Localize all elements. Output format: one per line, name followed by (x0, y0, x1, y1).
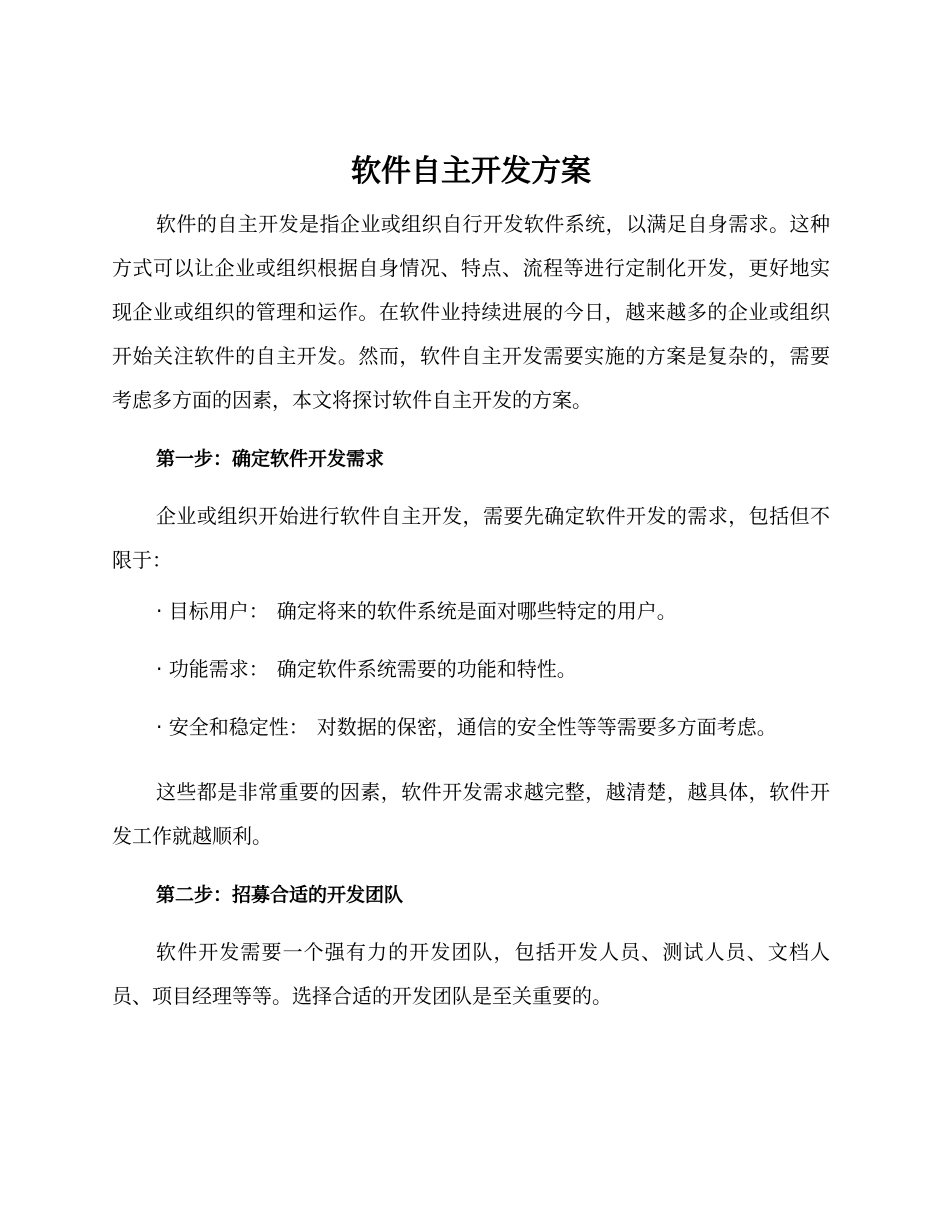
step1-heading: 第一步：确定软件开发需求 (156, 448, 385, 470)
list-item (156, 596, 830, 626)
list-item-label: · 功能需求： (156, 657, 269, 681)
list-item-text: 确定软件系统需要的功能和特性。 (276, 657, 577, 681)
step2-heading: 第二步：招募合适的开发团队 (156, 884, 404, 906)
list-item (156, 712, 830, 742)
step1-paragraph: 企业或组织开始进行软件自主开发，需要先确定软件开发的需求，包括但不限于： (112, 504, 830, 572)
list-item-text: 对数据的保密，通信的安全性等等需要多方面考虑。 (316, 715, 777, 739)
step2-paragraph: 软件开发需要一个强有力的开发团队，包括开发人员、测试人员、文档人员、项目经理等等。选择合适的开发团队是至关重要的。 (112, 940, 830, 1008)
list-item-label: · 目标用户： (156, 599, 269, 623)
list-item-label: · 安全和稳定性： (156, 715, 309, 739)
document-page (112, 150, 830, 1018)
step1-conclusion: 这些都是非常重要的因素，软件开发需求越完整，越清楚，越具体，软件开发工作就越顺利。 (112, 780, 830, 848)
intro-paragraph: 软件的自主开发是指企业或组织自行开发软件系统，以满足自身需求。这种方式可以让企业或组织根据自身情况、特点、流程等进行定制化开发，更好地实现企业或组织的管理和运作。在软件业持续进展的今日，越来越多的企业或组织开始关注软件的自主开发。然而，软件自主开发需要实施的方案是复杂的，需要考虑多方面的因素，本文将探讨软件自主开发的方案。 (112, 212, 830, 412)
requirements-list (156, 596, 830, 742)
document-title: 软件自主开发方案 (351, 154, 591, 189)
list-item-text: 确定将来的软件系统是面对哪些特定的用户。 (276, 599, 677, 623)
list-item (156, 654, 830, 684)
